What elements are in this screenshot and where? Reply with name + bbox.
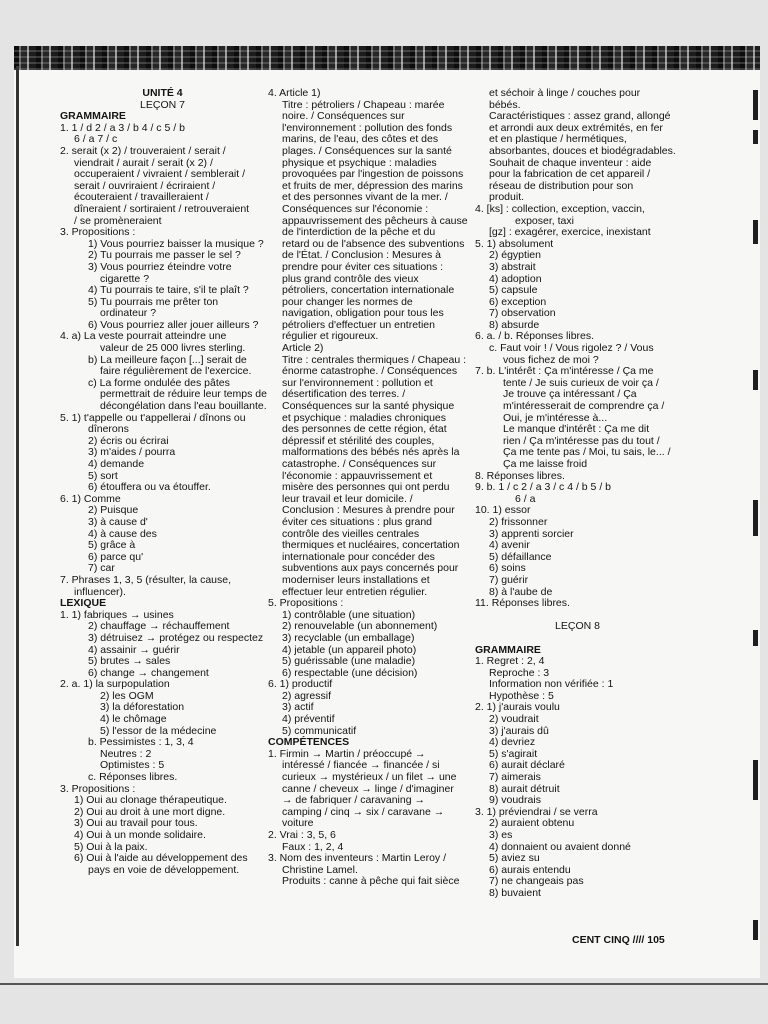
text-line: 4) Tu pourrais te taire, s'il te plaît ?	[88, 284, 249, 297]
right-edge-marks	[746, 70, 760, 950]
text-line: 2. a. 1) la surpopulation	[60, 678, 170, 691]
text-line: c. Réponses libres.	[88, 771, 178, 784]
text-line: 2) auraient obtenu	[489, 817, 575, 830]
text-line: dîneraient / sortiraient / retrouveraient	[74, 202, 250, 215]
text-line: viendrait / aurait / serait (x 2) /	[74, 156, 213, 169]
text-line: 2) chauffage → réchauffement	[88, 620, 230, 633]
text-line: Je trouve ça intéressant / Ça	[503, 388, 637, 401]
text-line: faire régulièrement de l'exercice.	[100, 365, 252, 378]
text-line: 3) la déforestation	[100, 701, 185, 714]
text-line: curieux → mystérieux / un filet → une	[282, 771, 457, 784]
text-line: Oui, je m'intéresse à...	[503, 411, 608, 424]
text-line: 3) m'aides / pourra	[88, 446, 176, 459]
text-line: 6) Oui à l'aide au développement des	[74, 852, 248, 865]
decorative-header-band	[14, 46, 760, 70]
text-line: 6) parce qu'	[88, 550, 144, 563]
text-line: éviter ces situations : plus grand	[282, 515, 432, 528]
text-line: 3) Vous pourriez éteindre votre	[88, 260, 232, 273]
text-line: plages. / Conséquences sur la santé	[282, 144, 452, 157]
text-line: b) La meilleure façon [...] serait de	[88, 353, 247, 366]
edge-mark	[753, 90, 758, 120]
text-line: 4) à cause des	[88, 527, 157, 540]
text-line: c. Faut voir ! / Vous rigolez ? / Vous	[489, 342, 654, 355]
text-line: LEXIQUE	[60, 597, 107, 610]
text-line: 2) Puisque	[88, 504, 139, 517]
text-line: Titre : centrales thermiques / Chapeau :	[282, 353, 467, 366]
text-line: camping / cinq → six / caravane →	[282, 805, 445, 818]
text-line: voiture	[282, 817, 314, 830]
text-line: énorme catastrophe. / Conséquences	[282, 365, 458, 378]
text-line: 5. 1) t'appelle ou t'appellerai / dînons ou	[60, 411, 246, 424]
text-line: m'intéresserait de comprendre ça /	[503, 400, 665, 413]
text-line: pour la fabrication de cet appareil /	[489, 168, 651, 181]
text-line: 6) aurait déclaré	[489, 759, 565, 772]
text-line: moderniser leurs installations et	[282, 573, 430, 586]
text-line: b. Pessimistes : 1, 3, 4	[88, 736, 194, 749]
text-line: permettrait de réduire leur temps de	[100, 388, 267, 401]
text-line: Christine Lamel.	[282, 863, 358, 876]
text-line: misère des personnes qui ont perdu	[282, 481, 450, 494]
text-line: 11. Réponses libres.	[475, 597, 570, 610]
text-line: → de fabriquer / caravaning →	[282, 794, 425, 807]
text-line: c) La forme ondulée des pâtes	[88, 376, 230, 389]
text-line: 7) ne changeais pas	[489, 875, 584, 888]
answer-column-1	[60, 88, 265, 876]
text-line: produit.	[489, 191, 525, 204]
text-line: 3) abstrait	[489, 260, 536, 273]
text-line: 3) à cause d'	[88, 515, 148, 528]
text-line: et séchoir à linge / couches pour	[489, 87, 641, 99]
text-line: 4. a) La veste pourrait atteindre une	[60, 330, 227, 343]
text-line: navigation, obligation pour tous les	[282, 307, 444, 320]
text-line: 2) renouvelable (un abonnement)	[282, 620, 438, 633]
text-line: GRAMMAIRE	[60, 110, 126, 123]
text-line: effectuer leur entretien régulier.	[282, 585, 428, 598]
text-line: 1. 1 / d 2 / a 3 / b 4 / c 5 / b	[60, 121, 185, 134]
edge-mark	[753, 370, 758, 390]
text-line: 4) devriez	[489, 736, 536, 749]
text-line: 5. Propositions :	[268, 597, 344, 610]
text-line: 3) apprenti sorcier	[489, 527, 574, 540]
edge-mark	[753, 130, 758, 144]
text-line: des personnes de cette région, état	[282, 423, 447, 436]
text-line: Optimistes : 5	[100, 759, 165, 772]
text-line: pétroliers d'effectuer un entretien	[282, 318, 435, 331]
text-line: Information non vérifiée : 1	[489, 678, 614, 691]
text-line: et des personnes vivant de la mer. /	[282, 191, 448, 204]
text-line: 1. Regret : 2, 4	[475, 655, 545, 668]
text-line: 6) étouffera ou va étouffer.	[88, 481, 211, 494]
answer-column-2	[268, 88, 473, 888]
text-line: marins, de l'eau, des côtes et des	[282, 133, 439, 146]
text-line: cigarette ?	[100, 272, 150, 285]
edge-mark	[753, 760, 758, 800]
text-line: 7) car	[88, 562, 115, 575]
text-line: 5) communicatif	[282, 724, 357, 737]
text-line: LEÇON 7	[140, 98, 185, 111]
text-line: tente / Je suis curieux de voir ça /	[503, 376, 659, 389]
text-line: 2) les OGM	[100, 689, 154, 702]
text-line	[475, 633, 680, 645]
text-line: 2. Vrai : 3, 5, 6	[268, 829, 336, 841]
text-line: catastrophe. / Conséquences sur	[282, 458, 437, 470]
text-line: sur l'environnement : pollution et	[282, 376, 433, 389]
text-line: 1. 1) fabriques → usines	[60, 608, 174, 621]
text-line: 5) aviez su	[489, 852, 540, 865]
text-line: / se promèneraient	[74, 214, 162, 227]
text-line: retard ou de l'absence des subventions	[282, 237, 465, 250]
edge-mark	[753, 220, 758, 244]
text-line: 5) guérissable (une maladie)	[282, 655, 416, 668]
text-line: 8) absurde	[489, 318, 540, 331]
text-line: [gz] : exagérer, exercice, inexistant	[489, 226, 651, 239]
text-line: et arrondi aux deux extrémités, en fer	[489, 121, 663, 134]
text-line: canne / cheveux → linge / d'imaginer	[282, 782, 454, 795]
text-line: 3. Nom des inventeurs : Martin Leroy /	[268, 852, 446, 865]
text-line: plus grand contrôle des vieux	[282, 272, 419, 285]
text-line: 4) demande	[88, 458, 145, 470]
text-line: 4) le chômage	[100, 713, 167, 726]
text-line: 6) exception	[489, 295, 547, 308]
text-line: 2. serait (x 2) / trouveraient / serait /	[60, 144, 226, 157]
text-line: 6) soins	[489, 562, 526, 575]
text-line: dînerons	[88, 423, 129, 436]
text-line: 6) change → changement	[88, 666, 209, 679]
text-line: 4) avenir	[489, 539, 530, 552]
text-line: LEÇON 8	[555, 620, 600, 633]
text-line: 1) Oui au clonage thérapeutique.	[74, 794, 227, 807]
text-line: 5) capsule	[489, 284, 538, 297]
text-line: thermiques et nucléaires, concertation	[282, 539, 460, 552]
text-line: 2) agressif	[282, 689, 332, 702]
text-line: Faux : 1, 2, 4	[282, 840, 344, 853]
text-line: 6. 1) Comme	[60, 492, 121, 505]
text-line: écouteraient / travailleraient /	[74, 191, 209, 204]
edge-mark	[753, 630, 758, 646]
text-line: 9. b. 1 / c 2 / a 3 / c 4 / b 5 / b	[475, 481, 611, 494]
text-line: 5) Tu pourrais me prêter ton	[88, 295, 219, 308]
text-line: 3. Propositions :	[60, 226, 136, 239]
text-line: et psychique : maladies chroniques	[282, 411, 447, 424]
text-line: 1) Vous pourriez baisser la musique ?	[88, 237, 264, 250]
text-line: 2) Tu pourrais me passer le sel ?	[88, 249, 241, 262]
text-line: régulier et rigoureux.	[282, 330, 379, 343]
text-line: exposer, taxi	[515, 214, 574, 227]
text-line: Caractéristiques : assez grand, allongé	[489, 110, 671, 123]
text-line: 4) assainir → guérir	[88, 643, 180, 656]
text-line: 6 / a 7 / c	[74, 133, 118, 146]
text-line: Reproche : 3	[489, 666, 550, 679]
text-line: 2) égyptien	[489, 249, 541, 262]
text-line: 4) jetable (un appareil photo)	[282, 643, 417, 656]
text-line: Titre : pétroliers / Chapeau : marée	[282, 98, 445, 111]
text-line: Ça me laisse froid	[503, 458, 588, 470]
text-line: 7. b. L'intérêt : Ça m'intéresse / Ça me	[475, 365, 654, 378]
text-line: COMPÉTENCES	[268, 736, 350, 749]
text-line: 4. Article 1)	[268, 87, 321, 99]
text-line: 3) actif	[282, 701, 314, 714]
text-line: Article 2)	[282, 342, 324, 355]
text-line: 8) buvaient	[489, 886, 541, 899]
text-line: 7) observation	[489, 307, 556, 320]
text-line: 2) Oui au droit à une mort digne.	[74, 805, 226, 818]
text-line: pétroliers, concertation internationale	[282, 284, 455, 297]
text-line: 3) Oui au travail pour tous.	[74, 817, 198, 830]
text-line: 3. Propositions :	[60, 782, 136, 795]
text-line: Souhait de chaque inventeur : aide	[489, 156, 652, 169]
text-line: Hypothèse : 5	[489, 689, 554, 702]
text-line: 4) préventif	[282, 713, 335, 726]
text-line: 8. Réponses libres.	[475, 469, 565, 482]
text-line: 1. Firmin → Martin / préoccupé →	[268, 747, 426, 760]
text-line: 4) donnaient ou avaient donné	[489, 840, 631, 853]
text-line: 5) défaillance	[489, 550, 552, 563]
text-line: 2) écris ou écrirai	[88, 434, 169, 447]
text-line: contrôle des vieilles centrales	[282, 527, 420, 540]
text-line: internationale pour concéder des	[282, 550, 435, 563]
text-line: serait / ouvriraient / écriraient /	[74, 179, 216, 192]
text-line: 8) aurait détruit	[489, 782, 560, 795]
text-line: 3. 1) préviendrai / se verra	[475, 805, 598, 818]
text-line: l'économie : appauvrissement et	[282, 469, 433, 482]
text-line: influencer).	[74, 585, 126, 598]
text-line: ordinateur ?	[100, 307, 157, 320]
text-line: bébés.	[489, 98, 521, 111]
text-line: 5. 1) absolument	[475, 237, 554, 250]
text-line: réseau de distribution pour son	[489, 179, 634, 192]
text-line: vous fichez de moi ?	[503, 353, 599, 366]
text-line: Le manque d'intérêt : Ça me dit	[503, 423, 650, 436]
text-line: décongélation dans l'eau bouillante.	[100, 400, 267, 413]
text-line: pays en voie de développement.	[88, 863, 240, 876]
text-line: intéressé / fiancée → financée / si	[282, 759, 440, 772]
text-line: Conséquences sur la santé physique	[282, 400, 455, 413]
text-line: 5) s'agirait	[489, 747, 538, 760]
edge-mark	[753, 500, 758, 536]
text-line: rien / Ça m'intéresse pas du tout /	[503, 434, 660, 447]
text-line: l'environnement : pollution des fonds	[282, 121, 453, 134]
text-line: malformations des bébés nés après la	[282, 446, 460, 459]
text-line: prendre pour éviter ces situations :	[282, 260, 444, 273]
text-line: 5) l'essor de la médecine	[100, 724, 217, 737]
text-line: 4) adoption	[489, 272, 542, 285]
text-line: occuperaient / vivraient / semblerait /	[74, 168, 245, 181]
text-line: 6. 1) productif	[268, 678, 333, 691]
text-line: pour changer les normes de	[282, 295, 413, 308]
text-line: 4) Oui à un monde solidaire.	[74, 829, 206, 841]
text-line: désertification des terres. /	[282, 388, 406, 401]
text-line: 7) aimerais	[489, 771, 541, 784]
text-line: 4. [ks] : collection, exception, vaccin,	[475, 202, 645, 215]
text-line: leur travail et leur domicile. /	[282, 492, 413, 505]
text-line: de l'État. / Conclusion : Mesures à	[282, 249, 441, 262]
text-line: Produits : canne à pêche qui fait sièce	[282, 875, 460, 888]
page-footer: CENT CINQ //// 105	[572, 934, 665, 946]
text-line: subventions aux pays concernés pour	[282, 562, 459, 575]
text-line: 3) détruisez → protégez ou respectez	[88, 631, 264, 644]
text-line: 6) aurais entendu	[489, 863, 571, 876]
text-line: 7. Phrases 1, 3, 5 (résulter, la cause,	[60, 573, 232, 586]
text-line: 5) sort	[88, 469, 118, 482]
text-line: provoquées par l'ingestion de poissons	[282, 168, 464, 181]
text-line: Conséquences sur l'économie :	[282, 202, 429, 215]
left-margin-rule	[16, 66, 19, 946]
text-line: Conclusion : Mesures à prendre pour	[282, 504, 455, 517]
text-line: et fruits de mer, dépression des marins	[282, 179, 463, 192]
text-line: UNITÉ 4	[142, 87, 183, 99]
text-line: Neutres : 2	[100, 747, 152, 760]
text-line: 2. 1) j'aurais voulu	[475, 701, 560, 714]
text-line: appauvrissement des pêcheurs à cause	[282, 214, 468, 227]
text-line: de l'interdiction de la pêche et du	[282, 226, 436, 239]
text-line: dépressif et stérilité des couples,	[282, 434, 435, 447]
text-line: 6 / a	[515, 492, 536, 505]
text-line: physique et psychique : maladies	[282, 156, 437, 169]
text-line: 8) à l'aube de	[489, 585, 553, 598]
text-line: 5) grâce à	[88, 539, 136, 552]
text-line: 5) Oui à la paix.	[74, 840, 148, 853]
text-line: absorbantes, douces et biodégradables.	[489, 144, 676, 157]
answer-column-3	[475, 88, 680, 900]
text-line: 6) respectable (une décision)	[282, 666, 418, 679]
text-line: 5) brutes → sales	[88, 655, 171, 668]
text-line: 3) recyclable (un emballage)	[282, 631, 415, 644]
text-line: 7) guérir	[489, 573, 529, 586]
text-line: et en plastique / hermétiques,	[489, 133, 627, 146]
text-line: 10. 1) essor	[475, 504, 531, 517]
edge-mark	[753, 920, 758, 940]
text-line: 2) frissonner	[489, 515, 548, 528]
text-line: 6) Vous pourriez aller jouer ailleurs ?	[88, 318, 259, 331]
text-line: 2) voudrait	[489, 713, 539, 726]
text-line: 6. a. / b. Réponses libres.	[475, 330, 595, 343]
text-line: GRAMMAIRE	[475, 643, 541, 656]
text-line: 1) contrôlable (une situation)	[282, 608, 416, 621]
text-line: noire. / Conséquences sur	[282, 110, 405, 123]
text-line: 9) voudrais	[489, 794, 541, 807]
text-line: 3) es	[489, 829, 513, 841]
text-line: valeur de 25 000 livres sterling.	[100, 342, 246, 355]
bottom-divider	[0, 983, 768, 985]
text-line: Ça me tente pas / Moi, tu sais, le... /	[503, 446, 671, 459]
text-line: 3) j'aurais dû	[489, 724, 549, 737]
